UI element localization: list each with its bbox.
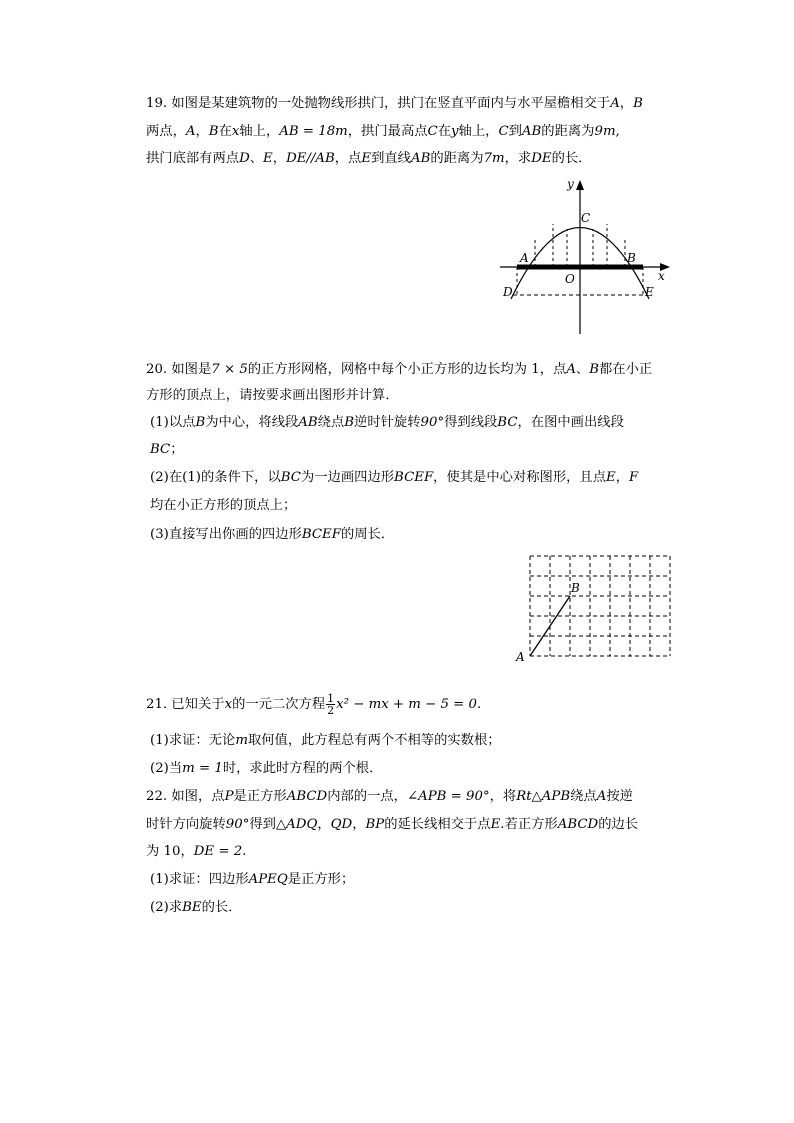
q20-part1-cont: BC； [150, 442, 184, 457]
q20-part2: (2)在(1)的条件下，以BC为一边画四边形BCEF，使其是中心对称图形，且点E，F [150, 470, 639, 485]
q19-line-1: 19. 如图是某建筑物的一处抛物线形拱门，拱门在竖直平面内与水平屋檐相交于A，B [146, 96, 643, 111]
q22-line-1: 22. 如图，点P是正方形ABCD内部的一点，∠APB = 90°，将Rt△APB绕点A按逆 [146, 789, 633, 804]
label-y: y [567, 177, 574, 191]
q22-part1: (1)求证：四边形APEQ是正方形； [150, 872, 355, 887]
q19-line-3: 拱门底部有两点D、E，DE//AB，点E到直线AB的距离为7m，求DE的长． [146, 151, 592, 166]
q20-line-2: 方形的顶点上，请按要求画出图形并计算． [146, 388, 399, 403]
parabola-arch-figure [495, 176, 675, 336]
grid-label-B: B [571, 581, 580, 595]
q20-part2-cont: 均在小正方形的顶点上； [150, 498, 297, 513]
q22-line-3: 为 10，DE = 2. [146, 844, 247, 859]
dashed-grid [530, 556, 670, 656]
q19-line-2: 两点，A，B在x轴上，AB = 18m，拱门最高点C在y轴上，C到AB的距离为9m, [146, 124, 620, 139]
q20-part1: (1)以点B为中心，将线段AB绕点B逆时针旋转90°得到线段BC，在图中画出线段 [150, 415, 624, 430]
q20-line-1: 20. 如图是7 × 5的正方形网格，网格中每个小正方形的边长均为 1，点A、B都在小正 [146, 362, 653, 377]
label-A: A [520, 251, 529, 265]
q21-line-1: 21. 已知关于x的一元二次方程 $\frac{1}{2}$ x² − mx + m − 5 = 0. [146, 692, 482, 717]
q22-part2: (2)求BE的长． [150, 900, 242, 915]
q20-part3: (3)直接写出你画的四边形BCEF的周长． [150, 527, 395, 542]
y-axis-arrow [576, 180, 584, 190]
label-D: D [503, 285, 513, 299]
label-O: O [565, 272, 575, 286]
q21-part2: (2)当m = 1时，求此时方程的两个根． [150, 761, 383, 776]
grid-label-A: A [516, 650, 525, 664]
grid-figure [512, 550, 677, 665]
label-E: E [645, 285, 654, 299]
label-x: x [658, 269, 665, 283]
fraction-half: $\frac{1}{2}$ [327, 692, 335, 717]
label-C: C [581, 211, 591, 225]
q21-part1: (1)求证：无论m取何值，此方程总有两个不相等的实数根； [150, 733, 501, 748]
label-B: B [627, 251, 636, 265]
q22-line-2: 时针方向旋转90°得到△ADQ，QD，BP的延长线相交于点E.若正方形ABCD的边长 [146, 817, 639, 832]
